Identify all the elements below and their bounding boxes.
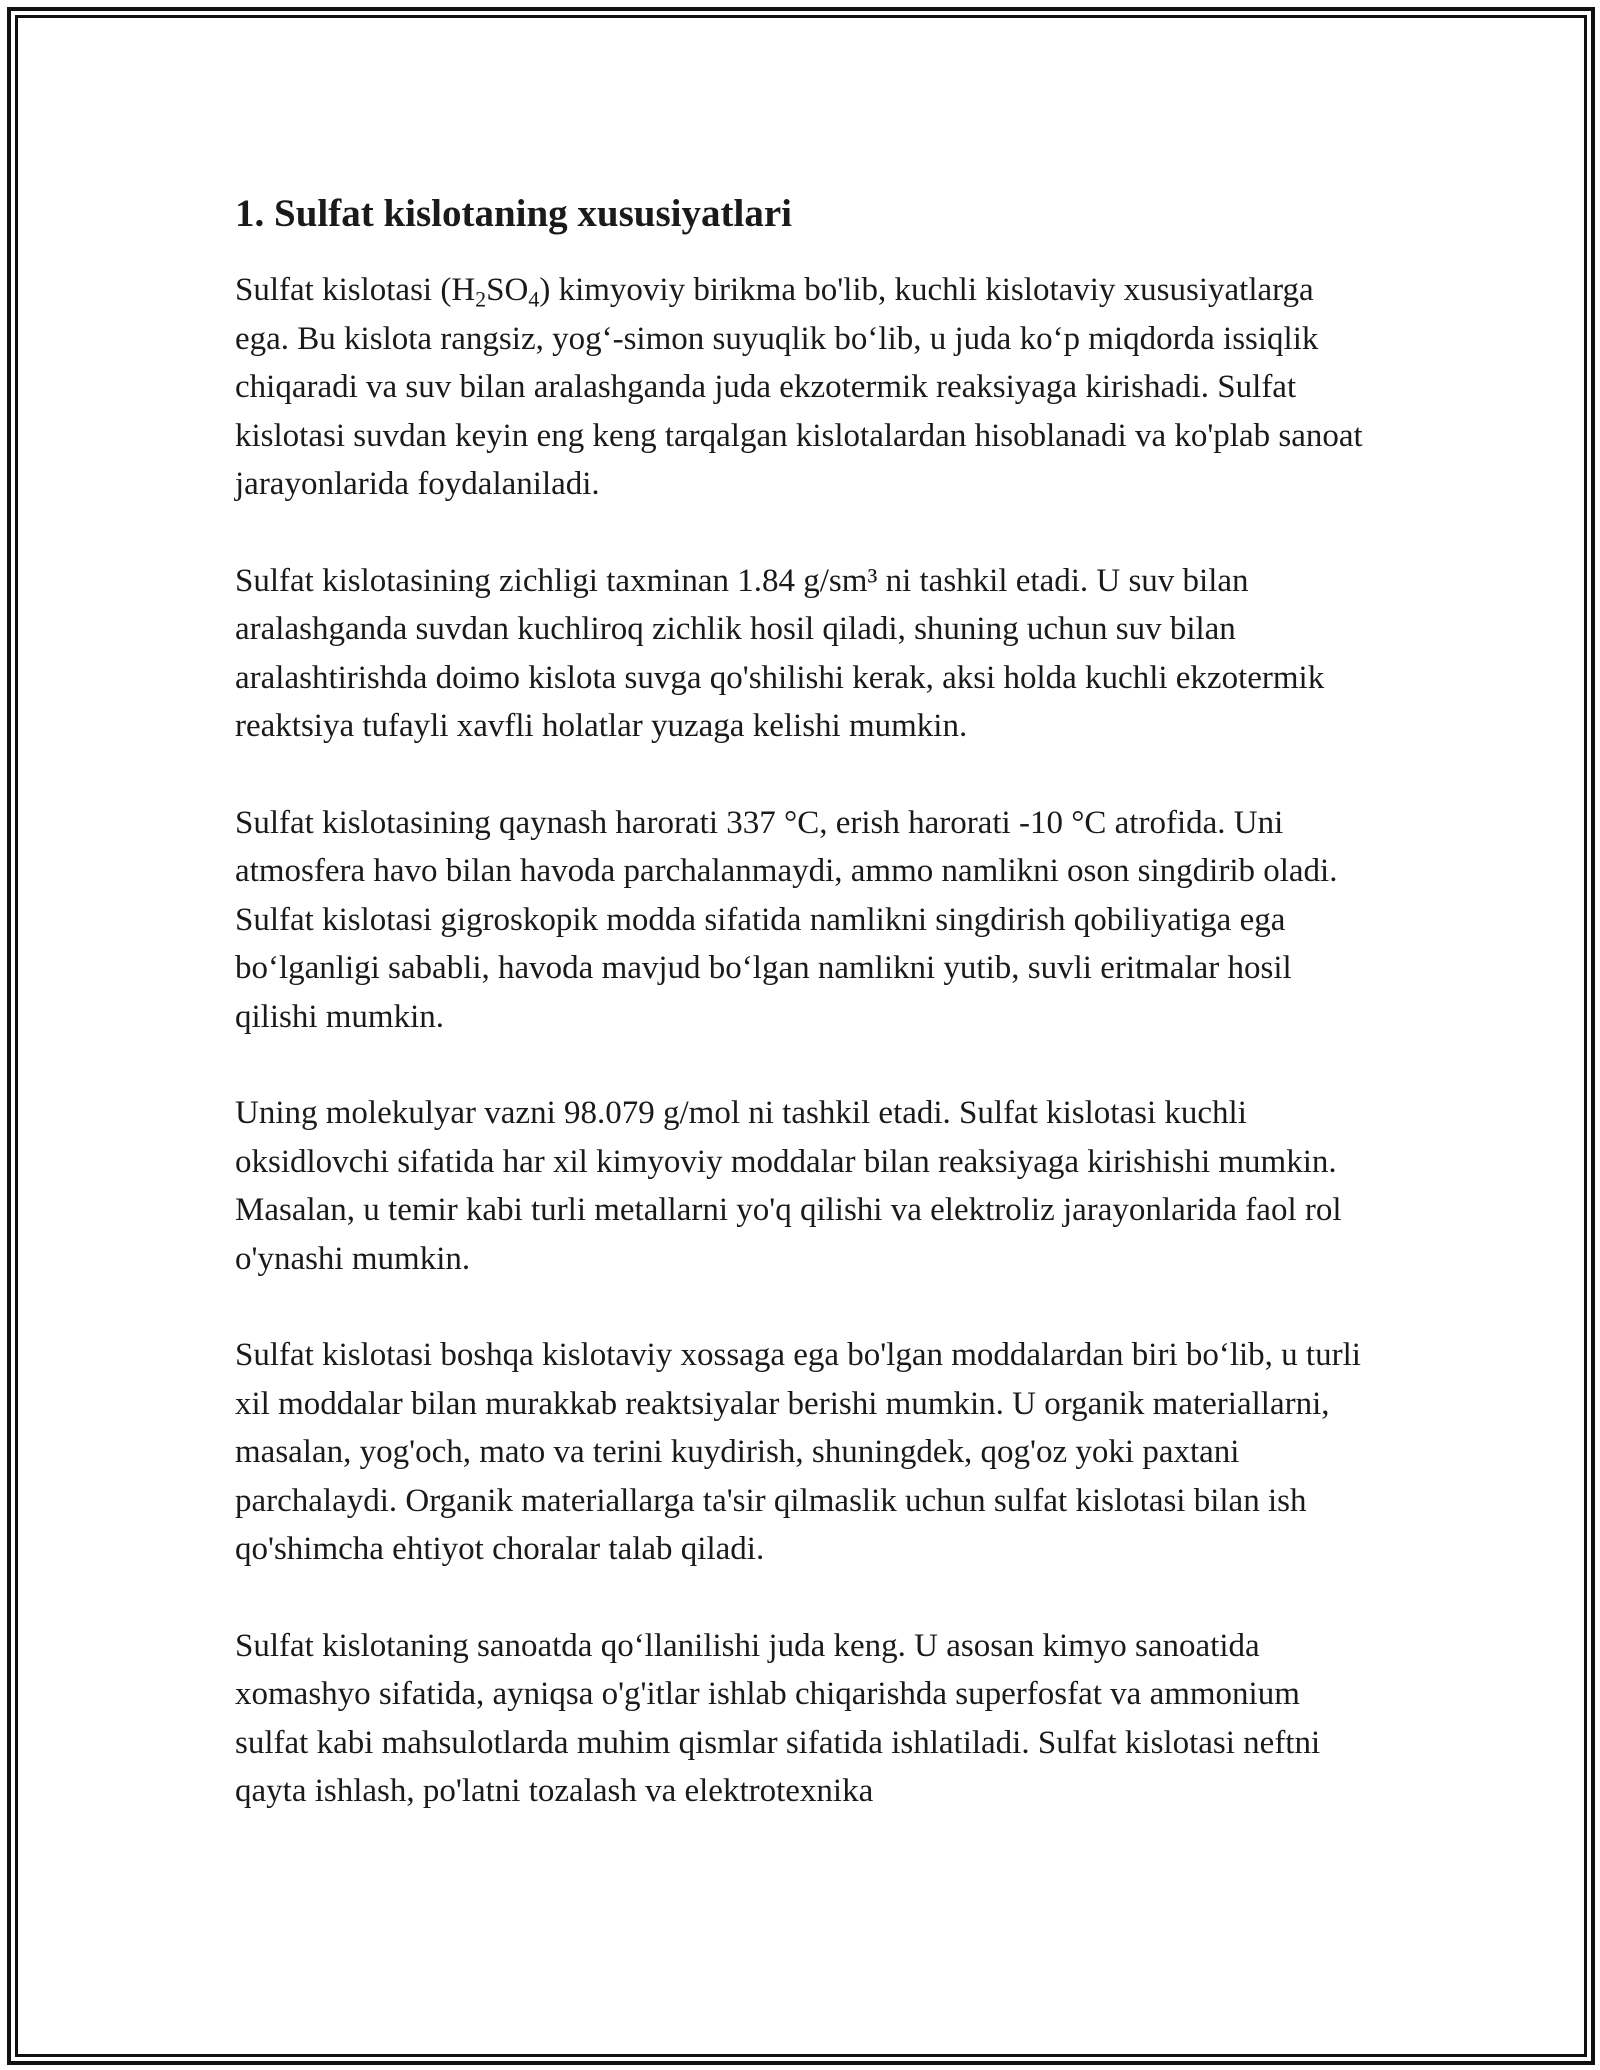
paragraph-2: Sulfat kislotasining zichligi taxminan 1.84 g/sm³ ni tashkil etadi. U suv bilan aralashganda suvdan kuchliroq zichlik hosil qiladi, shuning uchun suv bilan aralashtirishda doimo kislota suvga qo'shilishi kerak, aksi holda kuchli ekzotermik reaktsiya tufayli xavfli holatlar yuzaga kelishi mumkin. (235, 562, 1325, 744)
paragraph-3: Sulfat kislotasining qaynash harorati 337 °C, erish harorati -10 °C atrofida. Uni atmosfera havo bilan havoda parchalanmaydi, ammo namlikni oson singdirib oladi. Sulfat kislotasi gigroskopik modda sifatida namlikni singdirish qobiliyatiga ega bo‘lganligi sababli, havoda mavjud bo‘lgan namlikni yutib, suvli eritmalar hosil qilishi mumkin. (235, 804, 1338, 1035)
paragraph-5: Sulfat kislotasi boshqa kislotaviy xossaga ega bo'lgan moddalardan biri bo‘lib, u turli xil moddalar bilan murakkab reaktsiyalar berishi mumkin. U organik materiallarni, masalan, yog'och, mato va terini kuydirish, shuningdek, qog'oz yoki paxtani parchalaydi. Organik materiallarga ta'sir qilmaslik uchun sulfat kislotasi bilan ish qo'shimcha ehtiyot choralar talab qiladi. (235, 1337, 1361, 1567)
document-body (235, 184, 1375, 1864)
paragraph-6: Sulfat kislotaning sanoatda qo‘llanilishi juda keng. U asosan kimyo sanoatida xomashyo sifatida, ayniqsa o'g'itlar ishlab chiqarishda superfosfat va ammonium sulfat kabi mahsulotlarda muhim qismlar sifatida ishlatiladi. Sulfat kislotasi neftni qayta ishlash, po'latni tozalash va elektrotexnika (235, 1627, 1321, 1809)
formula-so: SO (486, 272, 529, 308)
paragraph-1-lead: Sulfat kislotasi ( (235, 272, 452, 308)
paragraph-1-text: ) kimyoviy birikma bo'lib, kuchli kislotaviy xususiyatlarga ega. Bu kislota rangsiz, yog‘-simon suyuqlik bo‘lib, u juda ko‘p miqdorda issiqlik chiqaradi va suv bilan aralashganda juda ekzotermik reaksiyaga kirishadi. Sulfat kislotasi suvdan keyin eng keng tarqalgan kislotalardan hisoblanadi va ko'plab sanoat jarayonlarida foydalaniladi. (235, 272, 1363, 502)
section-heading: 1. Sulfat kislotaning xususiyatlari (235, 192, 792, 235)
formula-h-subscript: 2 (475, 286, 487, 312)
paragraph-4: Uning molekulyar vazni 98.079 g/mol ni tashkil etadi. Sulfat kislotasi kuchli oksidlovchi sifatida har xil kimyoviy moddalar bilan reaksiyaga kirishishi mumkin. Masalan, u temir kabi turli metallarni yo'q qilishi va elektroliz jarayonlarida faol rol o'ynashi mumkin. (235, 1095, 1342, 1277)
chemical-formula (451, 272, 540, 312)
formula-so-subscript: 4 (528, 286, 540, 312)
formula-h: H (451, 272, 476, 308)
paragraph-1 (235, 266, 1375, 509)
